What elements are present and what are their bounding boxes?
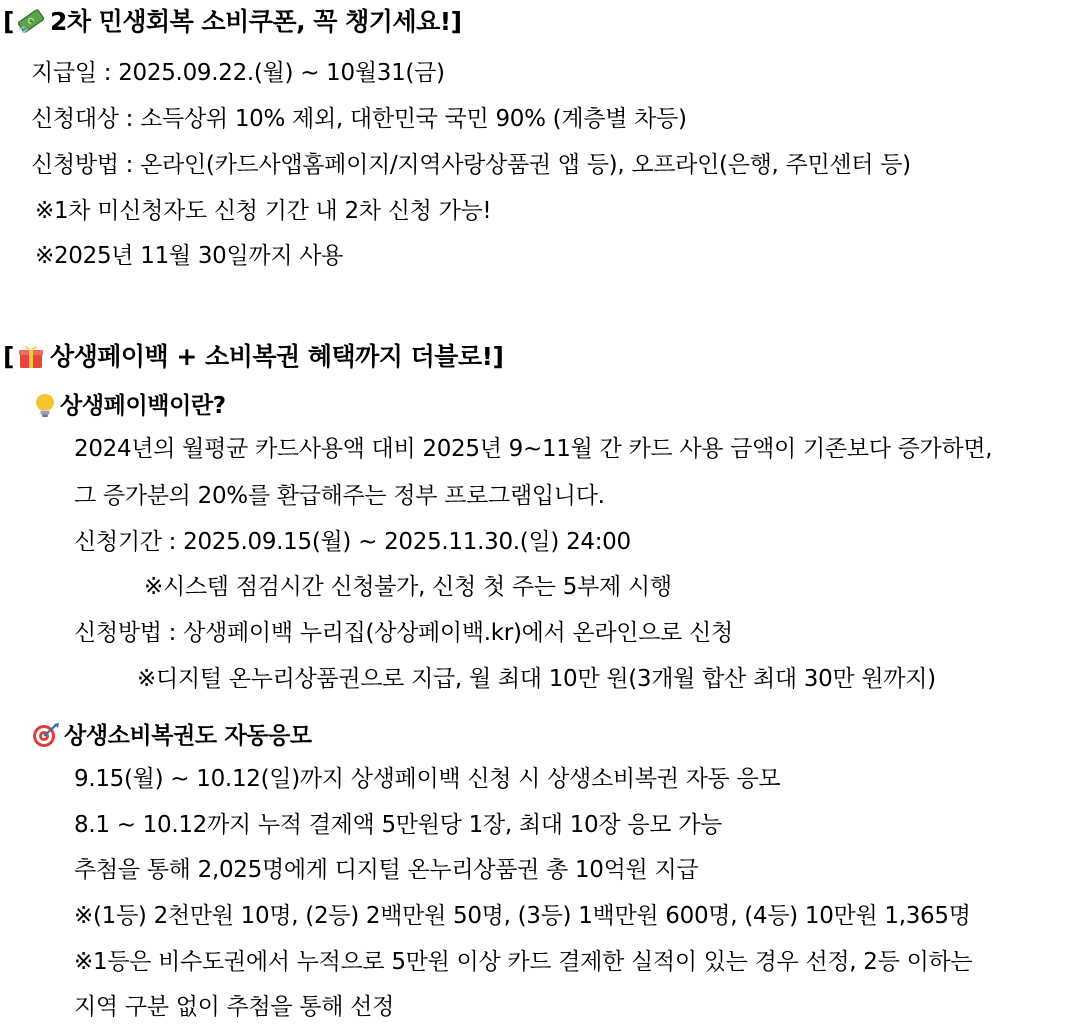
sub2-line-draw: 추첨을 통해 2,025명에게 디지털 온누리상품권 총 10억원 지급 — [74, 857, 699, 883]
sub2-title: 상생소비복권도 자동응모 — [64, 723, 312, 749]
section1-bracket: [ — [3, 7, 14, 36]
section1-heading — [3, 7, 462, 37]
money-bill-icon — [16, 7, 46, 35]
section1-line-date: 지급일 : 2025.09.22.(월) ~ 10월31(금) — [31, 60, 445, 86]
section1-line-target: 신청대상 : 소득상위 10% 제외, 대한민국 국민 90% (계층별 차등) — [31, 106, 687, 132]
sub2-note-selection-cont: 지역 구분 없이 추첨을 통해 선정 — [74, 994, 394, 1020]
sub1-note-system: ※시스템 점검시간 신청불가, 신청 첫 주는 5부제 시행 — [144, 574, 672, 600]
gift-icon — [16, 342, 46, 370]
sub2-note-prizes: ※(1등) 2천만원 10명, (2등) 2백만원 50명, (3등) 1백만원 600명, (4등) 10만원 1,365명 — [74, 903, 971, 929]
section1-note-first: ※1차 미신청자도 신청 기간 내 2차 신청 가능! — [35, 198, 492, 224]
sub1-line-desc: 2024년의 월평균 카드사용액 대비 2025년 9~11월 간 카드 사용 금액이 기존보다 증가하면, — [74, 436, 993, 462]
section2-heading — [3, 342, 503, 372]
sub2-heading — [32, 721, 312, 751]
sub1-line-method: 신청방법 : 상생페이백 누리집(상상페이백.kr)에서 온라인으로 신청 — [74, 620, 733, 646]
section1-title: 2차 민생회복 소비쿠폰, 꼭 챙기세요!] — [49, 7, 462, 36]
sub1-title: 상생페이백이란? — [60, 393, 226, 419]
sub1-line-desc-cont: 그 증가분의 20%를 환급해주는 정부 프로그램입니다. — [74, 483, 605, 509]
sub2-line-auto: 9.15(월) ~ 10.12(일)까지 상생페이백 신청 시 상생소비복권 자동 응모 — [74, 766, 781, 792]
sub2-line-ticket: 8.1 ~ 10.12까지 누적 결제액 5만원당 1장, 최대 10장 응모 가능 — [74, 812, 722, 838]
sub1-note-payment: ※디지털 온누리상품권으로 지급, 월 최대 10만 원(3개월 합산 최대 30만 원까지) — [137, 666, 936, 692]
target-icon — [32, 722, 60, 748]
section1-line-method: 신청방법 : 온라인(카드사앱홈페이지/지역사랑상품권 앱 등), 오프라인(은행, 주민센터 등) — [31, 152, 911, 178]
section2-bracket: [ — [3, 342, 14, 371]
svg-text:$: $ — [27, 17, 36, 26]
section1-note-usage: ※2025년 11월 30일까지 사용 — [35, 243, 344, 269]
lightbulb-icon — [34, 392, 56, 418]
sub2-note-selection: ※1등은 비수도권에서 누적으로 5만원 이상 카드 결제한 실적이 있는 경우 선정, 2등 이하는 — [74, 949, 973, 975]
sub1-line-period: 신청기간 : 2025.09.15(월) ~ 2025.11.30.(일) 24:00 — [74, 529, 631, 555]
section2-title: 상생페이백 + 소비복권 혜택까지 더블로!] — [49, 342, 504, 371]
sub1-heading — [34, 391, 226, 421]
